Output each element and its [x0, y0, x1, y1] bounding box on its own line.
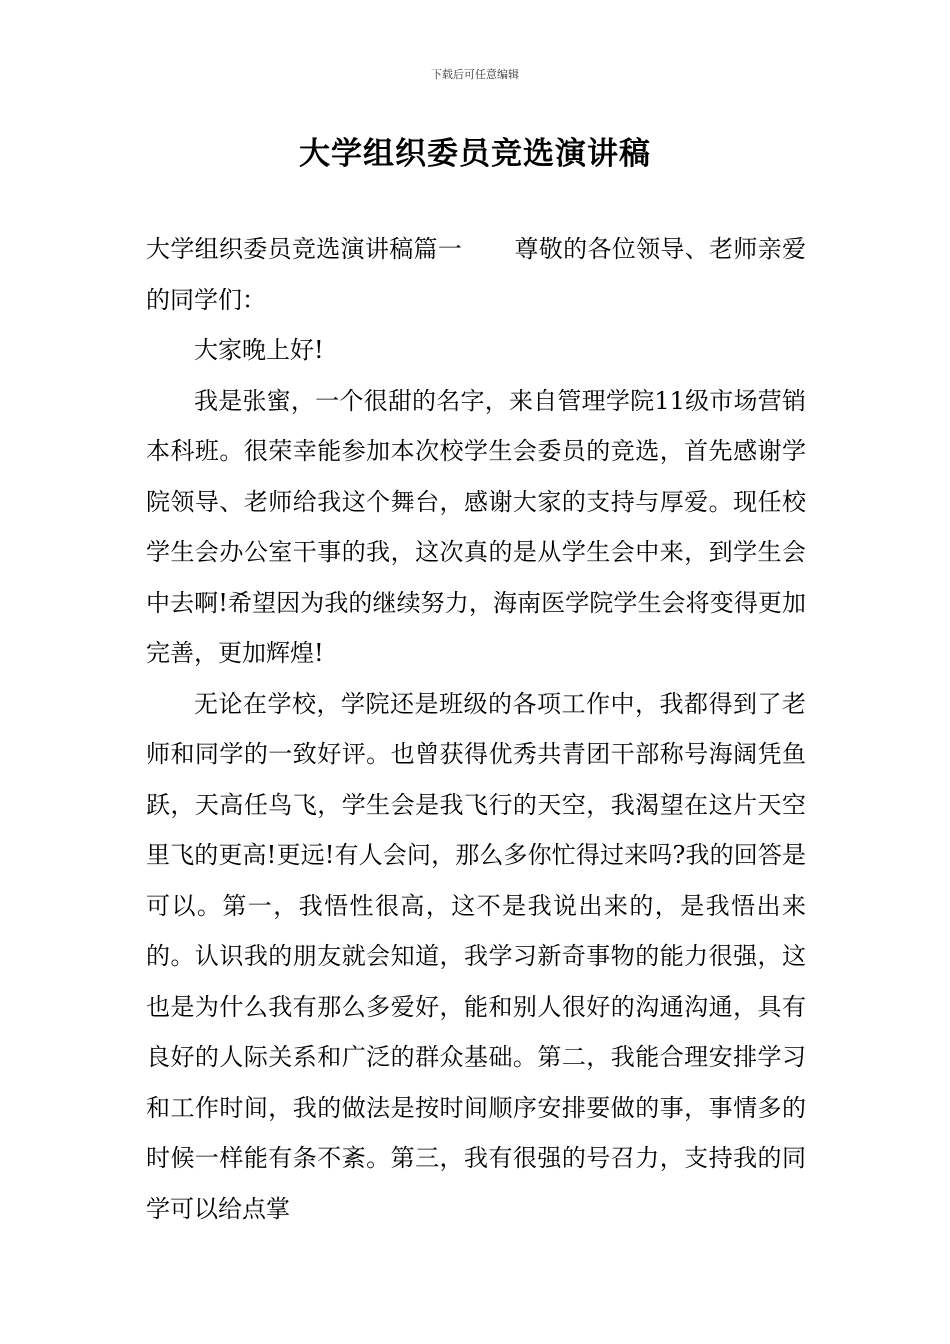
- header-note: 下载后可任意编辑: [431, 68, 519, 81]
- body-paragraph: 无论在学校，学院还是班级的各项工作中，我都得到了老师和同学的一致好评。也曾获得优秀共青团干部称号海阔凭鱼跃，天高任鸟飞，学生会是我飞行的天空，我渴望在这片天空里飞的更高!更远!有人会问，那么多你忙得过来吗?我的回答是可以。第一，我悟性很高，这不是我说出来的，是我悟出来的。认识我的朋友就会知道，我学习新奇事物的能力很强，这也是为什么我有那么多爱好，能和别人很好的沟通沟通，具有良好的人际关系和广泛的群众基础。第二，我能合理安排学习和工作时间，我的做法是按时间顺序安排要做的事，事情多的时候一样能有条不紊。第三，我有很强的号召力，支持我的同学可以给点掌: [146, 689, 806, 1223]
- greeting-paragraph: 大家晚上好!: [194, 336, 324, 364]
- section-label: 大学组织委员竞选演讲稿篇一: [146, 235, 463, 263]
- salutation-leaders: 尊敬的各位领导、老师: [514, 235, 758, 263]
- document-body: [146, 224, 806, 1234]
- opening-paragraph: [146, 224, 806, 325]
- document-title: 大学组织委员竞选演讲稿: [299, 136, 651, 172]
- salutation-students: 亲爱的同学们：: [146, 235, 807, 314]
- intro-paragraph: 我是张蜜，一个很甜的名字，来自管理学院11级市场营销本科班。很荣幸能参加本次校学生会委员的竞选，首先感谢学院领导、老师给我这个舞台，感谢大家的支持与厚爱。现任校学生会办公室干事的我，这次真的是从学生会中来，到学生会中去啊!希望因为我的继续努力，海南医学院学生会将变得更加完善，更加辉煌!: [146, 386, 806, 667]
